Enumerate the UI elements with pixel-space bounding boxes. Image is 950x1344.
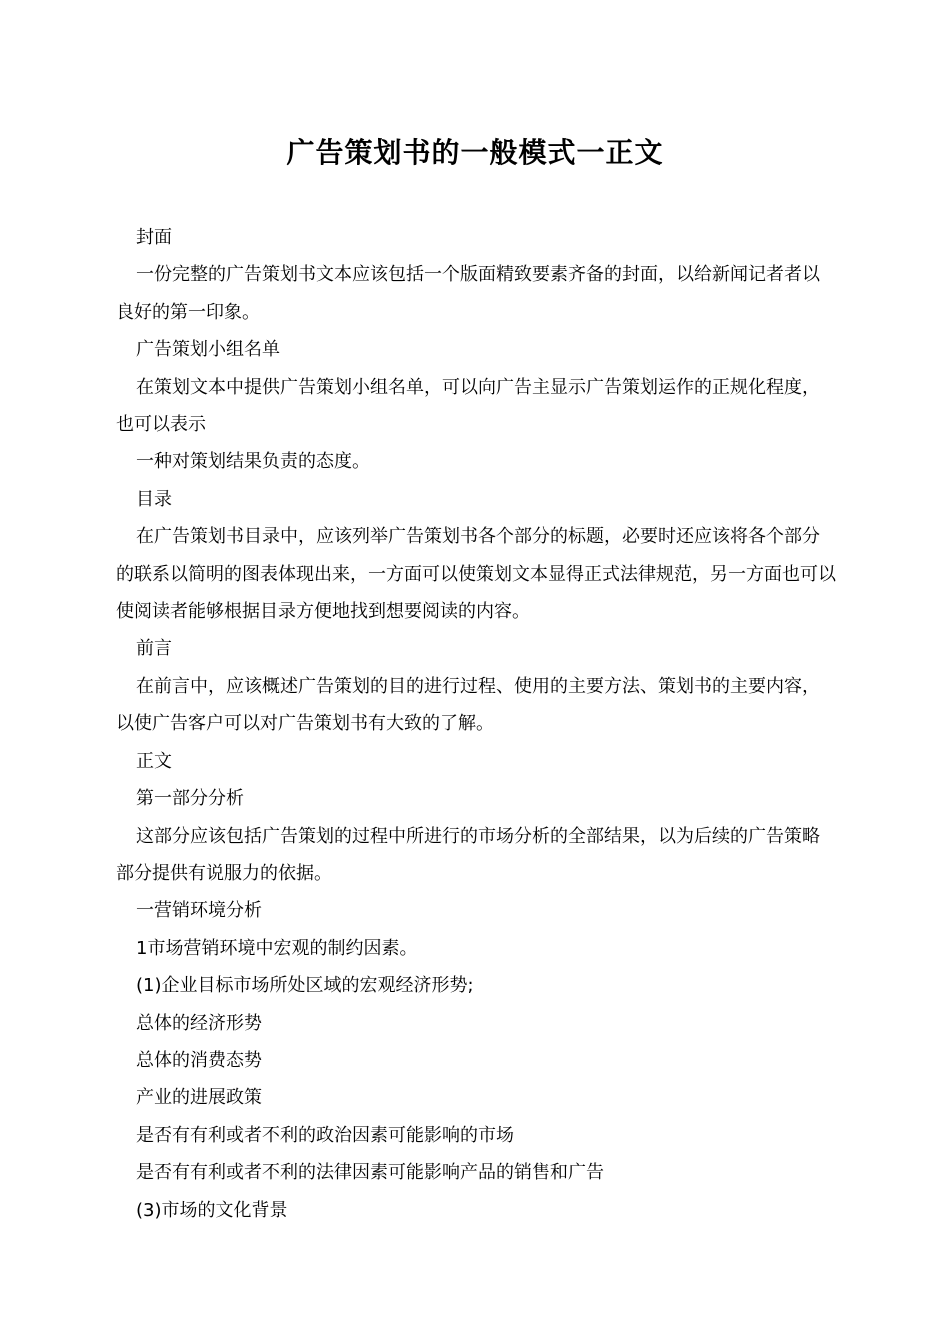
paragraph: 在广告策划书目录中，应该列举广告策划书各个部分的标题，必要时还应该将各个部分的联系以简明的图表体现出来，一方面可以使策划文本显得正式法律规范，另一方面也可以使阅读者能够根据目录方便地找到想要阅读的内容。: [116, 526, 836, 623]
paragraph: 是否有有利或者不利的法律因素可能影响产品的销售和广告: [136, 1162, 604, 1184]
paragraph: 在前言中，应该概述广告策划的目的进行过程、使用的主要方法、策划书的主要内容，以使广告客户可以对广告策划书有大致的了解。: [116, 675, 820, 735]
paragraph: 一营销环境分析: [136, 900, 262, 922]
paragraph: 在策划文本中提供广告策划小组名单，可以向广告主显示广告策划运作的正规化程度，也可以表示: [116, 376, 820, 436]
paragraph: 1市场营销环境中宏观的制约因素。: [136, 937, 418, 959]
paragraph: 正文: [136, 750, 172, 772]
paragraph: 广告策划小组名单: [136, 339, 280, 361]
paragraph: 第一部分分析: [136, 788, 244, 810]
paragraph: 封面: [136, 227, 172, 248]
paragraph: 是否有有利或者不利的政治因素可能影响的市场: [136, 1124, 514, 1146]
document-title: 广告策划书的一般模式一正文: [286, 136, 664, 169]
paragraph: 产业的进展政策: [136, 1087, 262, 1109]
paragraph: 一份完整的广告策划书文本应该包括一个版面精致要素齐备的封面，以给新闻记者者以良好的第一印象。: [116, 264, 820, 323]
paragraph: 总体的消费态势: [136, 1049, 262, 1071]
paragraph: 一种对策划结果负责的态度。: [136, 451, 370, 473]
paragraph: 目录: [136, 488, 172, 510]
paragraph: 总体的经济形势: [136, 1012, 262, 1034]
paragraph: 这部分应该包括广告策划的过程中所进行的市场分析的全部结果，以为后续的广告策略部分提供有说服力的依据。: [116, 825, 820, 884]
paragraph: (3)市场的文化背景: [136, 1199, 288, 1221]
paragraph: (1)企业目标市场所处区域的宏观经济形势;: [136, 975, 474, 997]
document-body: [116, 219, 836, 1229]
paragraph: 前言: [136, 638, 172, 660]
